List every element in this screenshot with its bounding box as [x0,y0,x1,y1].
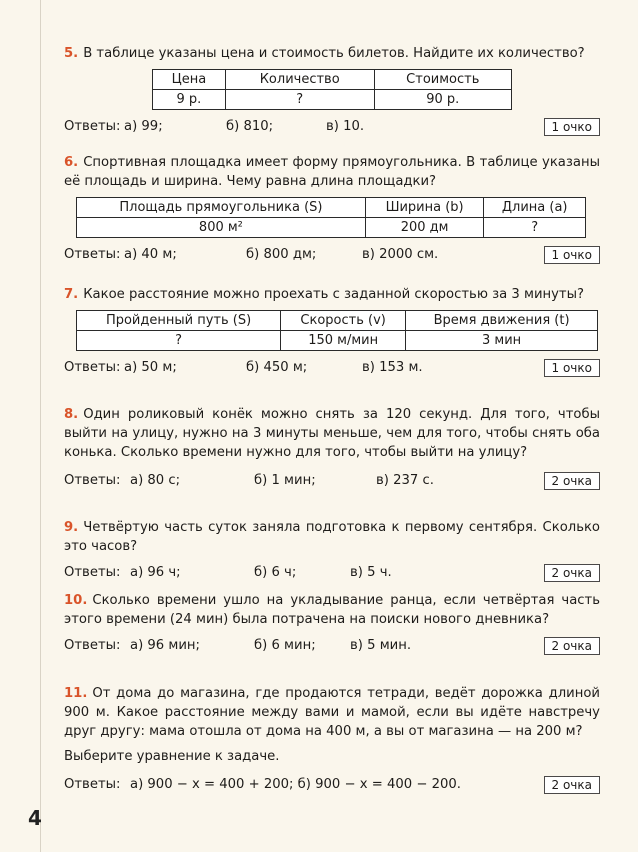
task-5-question [64,44,600,63]
task-11-answers [64,774,600,796]
score-badge: 1 очко [544,359,600,377]
answers-label: Ответы: [64,360,121,375]
table-header: Количество [225,70,374,90]
table-cell: 800 м² [77,218,366,238]
task-7-answers [64,357,600,379]
task-text: Какое расстояние можно проехать с заданной скоростью за 3 минуты? [83,287,585,302]
task-text: В таблице указаны цена и стоимость билетов. Найдите их количество? [83,46,585,61]
score-badge: 2 очка [544,472,600,490]
answer-options-equations[interactable]: а) 900 − x = 400 + 200; б) 900 − x = 400 − 200. [130,777,461,792]
answer-option-c[interactable]: в) 10. [326,119,365,134]
table-cell: 200 дм [365,218,484,238]
task-number: 8. [64,407,79,422]
task-6 [64,153,600,266]
table-cell: 90 р. [374,90,511,110]
table-header: Стоимость [374,70,511,90]
task-number: 10. [64,593,88,608]
task-9-answers [64,562,600,584]
table-header: Площадь прямоугольника (S) [77,198,366,218]
table-cell: ? [484,218,586,238]
table-cell: ? [77,331,281,351]
page-number: 4 [28,806,42,830]
task-11-instruction: Выберите уравнение к задаче. [64,749,280,764]
score-badge: 2 очка [544,776,600,794]
task-11 [64,684,600,796]
task-6-answers [64,244,600,266]
task-11-question [64,684,600,741]
task-5-table [152,69,512,110]
score-badge: 1 очко [544,246,600,264]
task-7-question [64,285,600,304]
task-6-question [64,153,600,191]
task-8 [64,405,600,492]
answer-option-c[interactable]: в) 2000 см. [362,247,439,262]
table-cell: 9 р. [153,90,226,110]
answers-label: Ответы: [64,473,121,488]
answers-label: Ответы: [64,777,121,792]
answer-option-b[interactable]: б) 450 м; [246,360,308,375]
task-text: От дома до магазина, где продаются тетради, ведёт дорожка длиной 900 м. Какое расстояние между вами и мамой, если вы идёте навстречу друг другу: мама отошла от дома на 400 м, а вы от магазина — на 200 м? [64,686,600,739]
task-7-table [76,310,598,351]
task-10-answers [64,635,600,657]
answers-label: Ответы: [64,638,121,653]
task-number: 11. [64,686,88,701]
table-header: Цена [153,70,226,90]
answers-label: Ответы: [64,565,121,580]
table-header: Время движения (t) [406,311,598,331]
answers-label: Ответы: [64,247,121,262]
task-5-answers [64,116,600,138]
score-badge: 2 очка [544,564,600,582]
table-header: Скорость (v) [281,311,406,331]
answer-option-c[interactable]: в) 153 м. [362,360,423,375]
task-7 [64,285,600,379]
answer-option-b[interactable]: б) 810; [226,119,274,134]
task-number: 7. [64,287,79,302]
answer-option-a[interactable]: а) 80 с; [130,473,181,488]
task-text: Четвёртую часть суток заняла подготовка к первому сентября. Сколько это часов? [64,520,600,554]
table-cell: 3 мин [406,331,598,351]
answer-option-c[interactable]: в) 237 с. [376,473,434,488]
task-5 [64,44,600,138]
answer-option-a[interactable]: а) 50 м; [124,360,177,375]
page-margin-line [40,0,41,852]
task-text: Один роликовый конёк можно снять за 120 секунд. Для того, чтобы выйти на улицу, нужно на 3 минуты меньше, чем для того, чтобы снять оба конька. Сколько времени нужно для того, чтобы выйти на улицу? [64,407,600,460]
task-number: 9. [64,520,79,535]
table-cell: 150 м/мин [281,331,406,351]
table-header: Длина (a) [484,198,586,218]
task-number: 6. [64,155,79,170]
answer-option-a[interactable]: а) 99; [124,119,163,134]
task-text: Сколько времени ушло на укладывание ранца, если четвёртая часть этого времени (24 мин) была потрачена на поиски нового дневника? [64,593,600,627]
table-header: Ширина (b) [365,198,484,218]
task-8-answers [64,470,600,492]
task-6-table [76,197,586,238]
task-9 [64,518,600,584]
answer-option-b[interactable]: б) 800 дм; [246,247,317,262]
answer-option-a[interactable]: а) 96 мин; [130,638,200,653]
task-9-question [64,518,600,556]
task-8-question [64,405,600,462]
answer-option-b[interactable]: б) 6 ч; [254,565,297,580]
answers-label: Ответы: [64,119,121,134]
answer-option-b[interactable]: б) 1 мин; [254,473,316,488]
task-number: 5. [64,46,79,61]
answer-option-c[interactable]: в) 5 ч. [350,565,392,580]
task-10 [64,591,600,657]
score-badge: 2 очка [544,637,600,655]
task-text: Спортивная площадка имеет форму прямоугольника. В таблице указаны её площадь и ширина. Чему равна длина площадки? [64,155,600,189]
answer-option-b[interactable]: б) 6 мин; [254,638,316,653]
table-cell: ? [225,90,374,110]
task-10-question [64,591,600,629]
score-badge: 1 очко [544,118,600,136]
table-header: Пройденный путь (S) [77,311,281,331]
answer-option-a[interactable]: а) 40 м; [124,247,177,262]
answer-option-c[interactable]: в) 5 мин. [350,638,412,653]
answer-option-a[interactable]: а) 96 ч; [130,565,181,580]
